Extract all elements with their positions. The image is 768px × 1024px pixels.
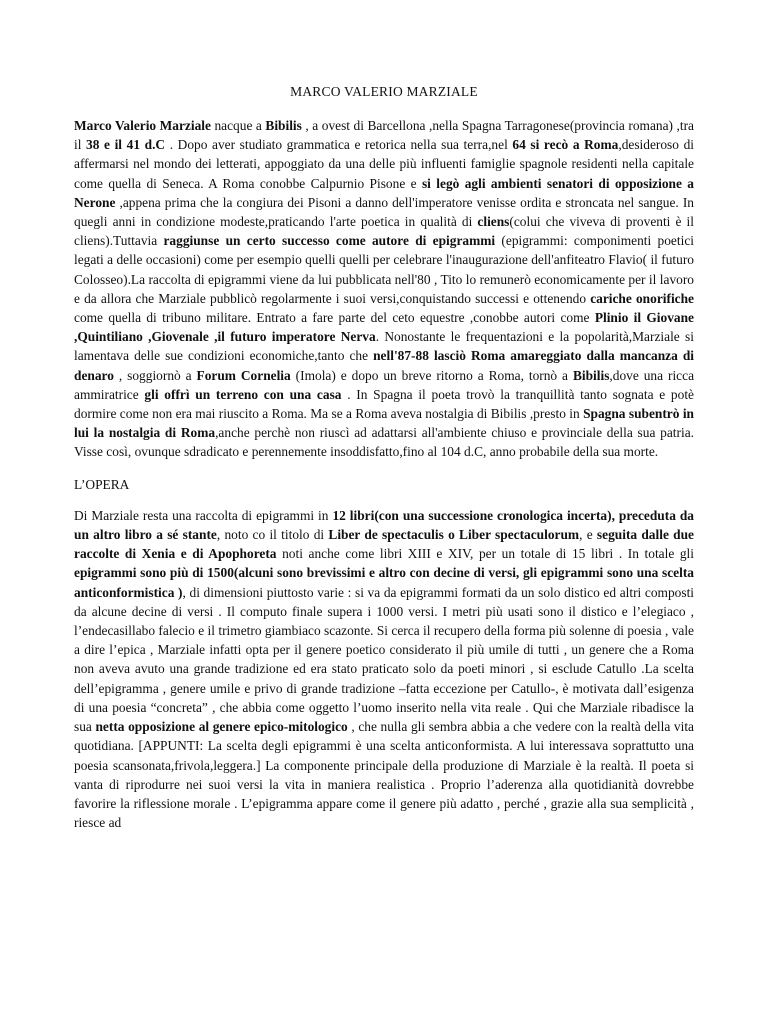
text-run: (Imola) e dopo un breve ritorno a Roma, tornò a — [290, 367, 573, 383]
bold-text-run: si legò agli ambienti senatori di opposizione a Nerone — [74, 175, 694, 210]
document-page — [74, 84, 694, 845]
bold-text-run: seguita dalle due raccolte di Xenia e di Apophoreta — [74, 527, 694, 562]
text-run: ,desideroso di affermarsi nel mondo dei letterati, appoggiato da una delle più influenti famiglie spagnole residenti nella capitale come quella di Seneca. A Roma conobbe Calpurnio Pisone e — [74, 137, 694, 191]
text-run: , e — [579, 527, 597, 543]
bold-text-run: 38 e il 41 d.C — [86, 137, 166, 153]
bold-text-run: Marco Valerio Marziale — [74, 118, 211, 133]
bold-text-run: Forum Cornelia — [196, 367, 291, 383]
text-run: Di Marziale resta una raccolta di epigrammi in — [74, 507, 333, 523]
text-run: noti anche come libri XIII e XIV, per un totale di 15 libri . In totale gli — [276, 546, 694, 562]
bold-text-run: gli offrì un terreno con una casa — [144, 386, 342, 402]
bold-text-run: cliens — [477, 214, 510, 230]
text-run: , di dimensioni piuttosto varie : si va da epigrammi formati da un solo distico ed altri composti da alcune decine di versi . Il computo finale supera i 1000 versi. I metri più usati sono il distico e l’elegiaco , l’endecasillabo falecio e il trimetro giambiaco scazonte. Si cerca il recupero della forma più solenne di poesia , vale a dire l’epica , Marziale infatti opta per il genere poetico considerato il più umile di tutti , un genere che a Roma non aveva avuto una grande tradizione ed era stato praticato solo da poeti minori , si esclude Catullo .La scelta dell’epigramma , genere umile e privo di grande tradizione –fatta eccezione per Catullo-, è motivata dall’esigenza di una poesia “concreta” , che abbia come oggetto l’uomo inserito nella vita reale . Qui che Marziale ribadisce la sua — [74, 584, 695, 735]
opera-paragraph — [74, 506, 694, 832]
bold-text-run: 64 si recò a Roma — [512, 137, 619, 153]
bold-text-run: Liber de spectaculis o Liber spectaculorum — [328, 527, 580, 543]
text-run: , soggiornò a — [113, 367, 197, 383]
text-run: . Dopo aver studiato grammatica e retorica nella sua terra,nel — [165, 137, 513, 153]
bold-text-run: 12 libri(con una successione cronologica incerta), preceduta da un altro libro a sé stante — [74, 507, 694, 543]
bold-text-run: epigrammi sono più di 1500(alcuni sono brevissimi e altro con decine di versi, gli epigrammi sono una scelta anticonformistica ) — [74, 565, 694, 600]
biography-paragraph — [74, 116, 694, 462]
text-run: . Nonostante le frequentazioni e la popolarità,Marziale si lamentava delle sue condizioni economiche,tanto che — [74, 329, 694, 364]
bold-text-run: netta opposizione al genere epico-mitologico — [95, 719, 348, 735]
text-run: come quella di tribuno militare. Entrato a fare parte del ceto equestre ,conobbe autori come — [74, 310, 595, 326]
text-run: ,anche perchè non riuscì ad adattarsi all'ambiente chiuso e provinciale della sua patria. Visse così, ovunque sdradicato e perennemente insoddisfatto,fino al 104 d.C, anno probabile della sua morte. — [74, 425, 694, 460]
bold-text-run: Bibilis — [265, 118, 302, 133]
bold-text-run: raggiunse un certo successo come autore di epigrammi — [163, 233, 496, 249]
bold-text-run: Bibilis — [572, 367, 610, 383]
text-run: ,dove una ricca ammiratrice — [74, 367, 695, 402]
bold-text-run: cariche onorifiche — [590, 290, 694, 306]
text-run: , noto co il titolo di — [216, 527, 329, 543]
text-run: . In Spagna il poeta trovò la tranquillità tanto sognata e potè dormire come non era mai riuscito a Roma. Ma se a Roma aveva nostalgia di Bibilis ,presto in — [74, 386, 694, 422]
text-run: , che nulla gli sembra abbia a che vedere con la realtà della vita quotidiana. [APPUNTI: La scelta degli epigrammi è una scelta anticonformista. A lui interessava soprattutto una poesia scansonata,frivola,leggera.] La componente principale della produzione di Marziale è la realtà. Il poeta si vanta di riprodurre nei suoi versi la vita in maniera realistica . Proprio l’aderenza alla quotidianità dovrebbe favorire la riflessione morale . L’epigramma appare come il genere più adatto , perché , grazie alla sua semplicità , riesce ad — [74, 719, 694, 831]
text-run: nacque a — [210, 118, 266, 133]
text-run: (colui che viveva di proventi è il cliens).Tuttavia — [74, 214, 694, 249]
bold-text-run: Spagna subentrò in lui la nostalgia di Roma — [74, 406, 694, 441]
text-run: ,appena prima che la congiura dei Pisoni a danno dell'imperatore venisse ordita e stroncata nel sangue. In quegli anni in condizione modeste,praticando l'arte poetica in qualità di — [74, 194, 694, 230]
bold-text-run: nell'87-88 lasciò Roma amareggiato dalla mancanza di denaro — [74, 348, 695, 383]
bold-text-run: Plinio il Giovane ,Quintiliano ,Giovenale ,il futuro imperatore Nerva — [74, 310, 694, 345]
text-run: , a ovest di Barcellona ,nella Spagna Tarragonese(provincia romana) ,tra il — [74, 118, 694, 153]
section-heading-opera: L’OPERA — [74, 476, 130, 492]
document-title: MARCO VALERIO MARZIALE — [290, 84, 478, 99]
text-run: (epigrammi: componimenti poetici legati a delle occasioni) come per esempio quelli quelli per celebrare l'inaugurazione dell'anfiteatro Flavio( il futuro Colosseo).La raccolta di epigrammi viene da lui pubblicata nell'80 , Tito lo remunerò economicamente per il lavoro e da allora che Marziale pubblicò regolarmente i suoi versi,conquistando successi e ottenendo — [74, 233, 694, 306]
